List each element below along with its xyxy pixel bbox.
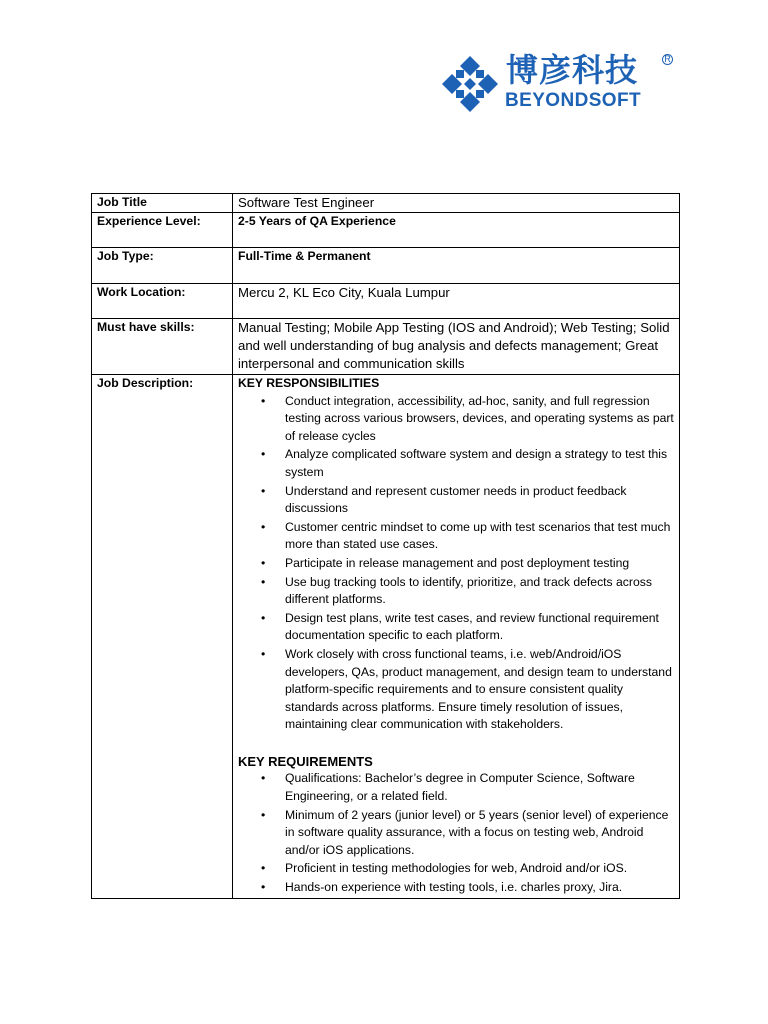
- work-location-label: Work Location:: [92, 284, 233, 319]
- list-item: • Work closely with cross functional teams, i.e. web/Android/iOS developers, QAs, product management, and design team to understand platform-specific requirements and to ensure consistent quality standards across platforms. Ensure timely resolution of issues, maintaining clear communication with stakeholders.: [285, 646, 675, 734]
- row-description: [92, 375, 680, 899]
- registered-mark: R: [662, 54, 673, 65]
- responsibilities-list: [238, 393, 675, 734]
- list-item: • Analyze complicated software system and design a strategy to test this system: [285, 446, 675, 481]
- section-spacer: [238, 735, 675, 753]
- row-skills: [92, 319, 680, 375]
- description-value: [233, 375, 680, 899]
- list-item: • Understand and represent customer needs in product feedback discussions: [285, 483, 675, 518]
- requirements-list: [238, 770, 675, 896]
- row-work-location: [92, 284, 680, 319]
- requirements-heading: KEY REQUIREMENTS: [238, 753, 373, 769]
- work-location-value: Mercu 2, KL Eco City, Kuala Lumpur: [233, 284, 680, 319]
- row-job-title: [92, 194, 680, 213]
- job-type-label: Job Type:: [92, 248, 233, 284]
- beyondsoft-logo-mark-icon: [440, 54, 500, 114]
- job-title-label: Job Title: [92, 194, 233, 213]
- experience-label: Experience Level:: [92, 213, 233, 248]
- list-item: • Design test plans, write test cases, and review functional requirement documentation specific to each platform.: [285, 610, 675, 645]
- list-item: • Conduct integration, accessibility, ad-hoc, sanity, and full regression testing across various browsers, devices, and operating systems as part of release cycles: [285, 393, 675, 446]
- description-label: Job Description:: [92, 375, 233, 899]
- list-item: • Proficient in testing methodologies for web, Android and/or iOS.: [285, 860, 675, 878]
- list-item: • Participate in release management and post deployment testing: [285, 555, 675, 573]
- job-type-value: Full-Time & Permanent: [233, 248, 680, 284]
- list-item: • Hands-on experience with testing tools, i.e. charles proxy, Jira.: [285, 879, 675, 897]
- skills-value: Manual Testing; Mobile App Testing (IOS and Android); Web Testing; Solid and well understanding of bug analysis and defects management; Great interpersonal and communication skills: [233, 319, 680, 375]
- row-job-type: [92, 248, 680, 284]
- company-logo: [440, 50, 670, 116]
- row-experience: [92, 213, 680, 248]
- logo-chinese-text: 博彦科技: [506, 51, 639, 89]
- job-title-value: Software Test Engineer: [233, 194, 680, 213]
- list-item: • Use bug tracking tools to identify, prioritize, and track defects across different platforms.: [285, 574, 675, 609]
- logo-english-text: BEYONDSOFT: [505, 90, 641, 111]
- list-item: • Customer centric mindset to come up with test scenarios that test much more than stated use cases.: [285, 519, 675, 554]
- job-details-table: [91, 193, 680, 899]
- list-item: • Qualifications: Bachelor’s degree in Computer Science, Software Engineering, or a related field.: [285, 770, 675, 805]
- skills-label: Must have skills:: [92, 319, 233, 375]
- experience-value: 2-5 Years of QA Experience: [233, 213, 680, 248]
- responsibilities-heading: KEY RESPONSIBILITIES: [238, 376, 380, 390]
- list-item: • Minimum of 2 years (junior level) or 5 years (senior level) of experience in software quality assurance, with a focus on testing web, Android and/or iOS applications.: [285, 807, 675, 860]
